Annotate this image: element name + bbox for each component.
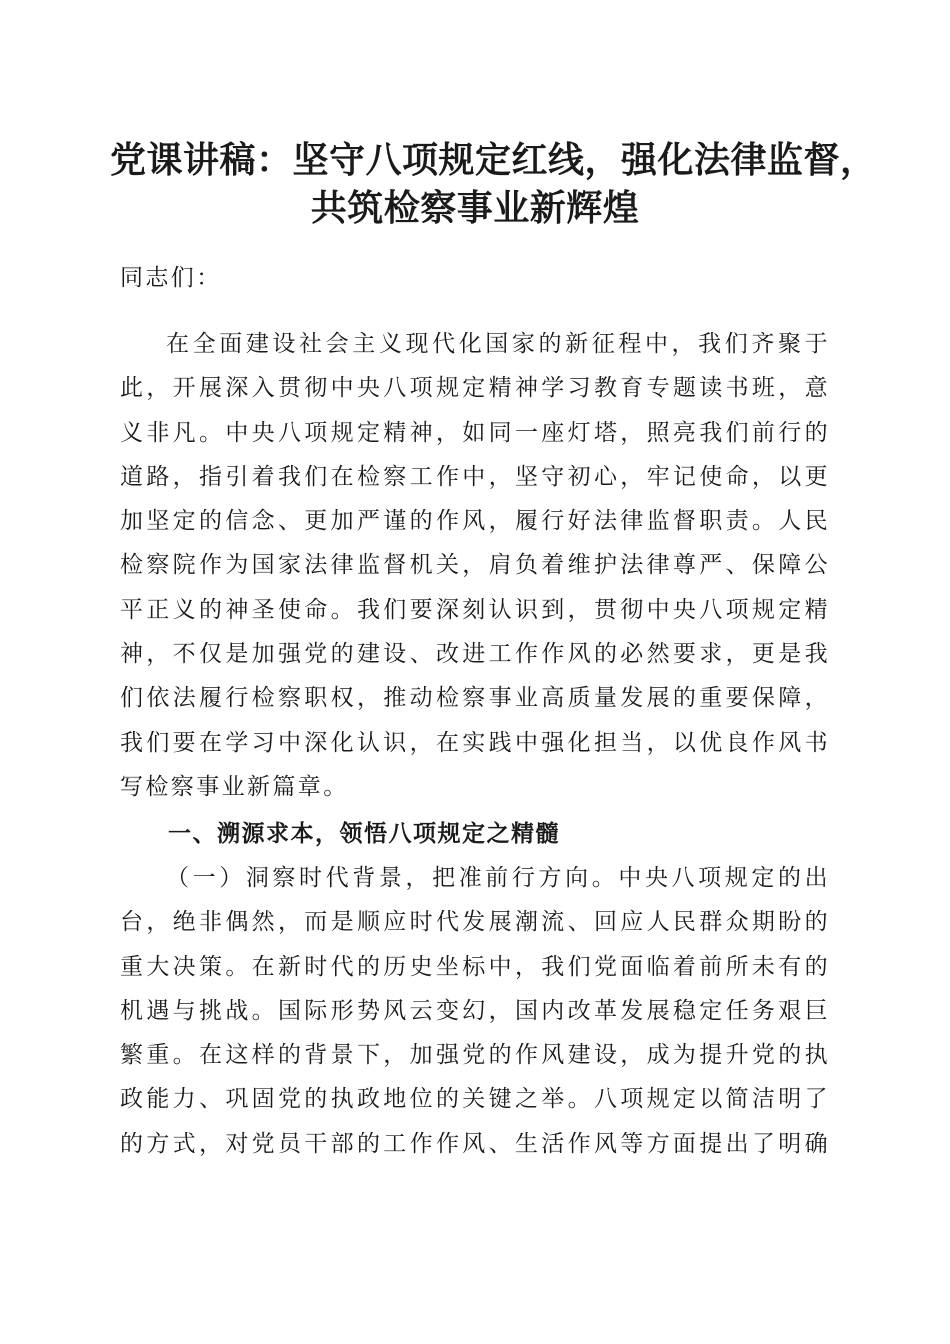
- paragraph-section-1-1: （一）洞察时代背景，把准前行方向。中央八项规定的出台，绝非偶然，而是顺应时代发展潮流、回应人民群众期盼的重大决策。在新时代的历史坐标中，我们党面临着前所未有的机遇与挑战。国际形势风云变幻，国内改革发展稳定任务艰巨繁重。在这样的背景下，加强党的作风建设，成为提升党的执政能力、巩固党的执政地位的关键之举。八项规定以简洁明了的方式，对党员干部的工作作风、生活作风等方面提出了明确: [120, 865, 830, 1157]
- paragraph-intro: 在全面建设社会主义现代化国家的新征程中，我们齐聚于此，开展深入贯彻中央八项规定精神学习教育专题读书班，意义非凡。中央八项规定精神，如同一座灯塔，照亮我们前行的道路，指引着我们在检察工作中，坚守初心，牢记使命，以更加坚定的信念、更加严谨的作风，履行好法律监督职责。人民检察院作为国家法律监督机关，肩负着维护法律尊严、保障公平正义的神圣使命。我们要深刻认识到，贯彻中央八项规定精神，不仅是加强党的建设、改进工作作风的必然要求，更是我们依法履行检察职权，推动检察事业高质量发展的重要保障，我们要在学习中深化认识，在实践中强化担当，以优良作风书写检察事业新篇章。: [120, 331, 830, 800]
- document-title-line-1: 党课讲稿：坚守八项规定红线，强化法律监督，: [110, 139, 877, 181]
- document-title-line-2: 共筑检察事业新辉煌: [310, 187, 640, 229]
- salutation: 同志们：: [120, 265, 222, 291]
- section-heading-1: 一、溯源求本，领悟八项规定之精髓: [168, 821, 560, 847]
